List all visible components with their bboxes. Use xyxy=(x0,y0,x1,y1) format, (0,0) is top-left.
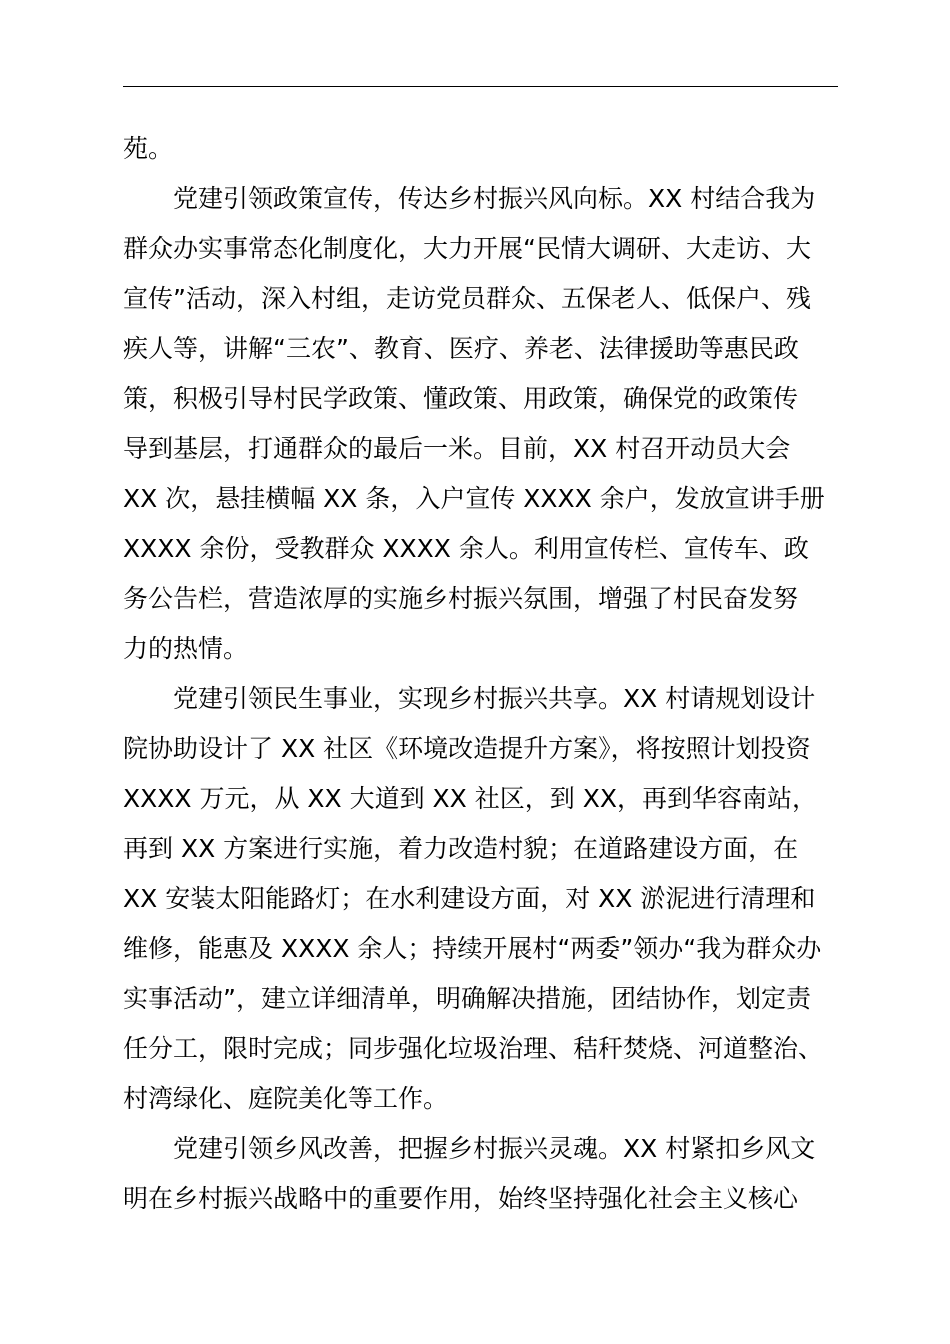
text-line: 任分工，限时完成；同步强化垃圾治理、秸秆焚烧、河道整治、 xyxy=(123,1034,824,1063)
text-line: 导到基层，打通群众的最后一米。目前，XX 村召开动员大会 xyxy=(123,434,791,463)
text-line: 实事活动”，建立详细清单，明确解决措施，团结协作，划定责 xyxy=(123,984,811,1013)
text-line: XX 次，悬挂横幅 XX 条，入户宣传 XXXX 余户，发放宣讲手册 xyxy=(123,484,825,513)
header-rule xyxy=(123,86,838,87)
text-line: 明在乡村振兴战略中的重要作用，始终坚持强化社会主义核心 xyxy=(123,1184,799,1213)
text-line: 群众办实事常态化制度化，大力开展“民情大调研、大走访、大 xyxy=(123,234,811,263)
text-line: 院协助设计了 XX 社区《环境改造提升方案》，将按照计划投资 xyxy=(123,734,811,763)
paragraph-first-line: 党建引领乡风改善，把握乡村振兴灵魂。XX 村紧扣乡风文 xyxy=(173,1134,816,1163)
text-line: 疾人等，讲解“三农”、教育、医疗、养老、法律援助等惠民政 xyxy=(123,334,799,363)
text-line: XXXX 万元，从 XX 大道到 XX 社区，到 XX，再到华容南站， xyxy=(123,784,817,813)
text-line: 再到 XX 方案进行实施，着力改造村貌；在道路建设方面，在 xyxy=(123,834,799,863)
text-line: 维修，能惠及 XXXX 余人；持续开展村“两委”领办“我为群众办 xyxy=(123,934,822,963)
text-line: 村湾绿化、庭院美化等工作。 xyxy=(123,1084,449,1113)
text-line: 苑。 xyxy=(123,134,174,163)
paragraph-first-line: 党建引领民生事业，实现乡村振兴共享。XX 村请规划设计 xyxy=(173,684,816,713)
text-line: XXXX 余份，受教群众 XXXX 余人。利用宣传栏、宣传车、政 xyxy=(123,534,809,563)
paragraph-first-line: 党建引领政策宣传，传达乡村振兴风向标。XX 村结合我为 xyxy=(173,184,816,213)
text-line: 宣传”活动，深入村组，走访党员群众、五保老人、低保户、残 xyxy=(123,284,811,313)
text-line: 务公告栏，营造浓厚的实施乡村振兴氛围，增强了村民奋发努 xyxy=(123,584,799,613)
text-line: XX 安装太阳能路灯；在水利建设方面，对 XX 淤泥进行清理和 xyxy=(123,884,816,913)
text-line: 力的热情。 xyxy=(123,634,249,663)
text-line: 策，积极引导村民学政策、懂政策、用政策，确保党的政策传 xyxy=(123,384,799,413)
